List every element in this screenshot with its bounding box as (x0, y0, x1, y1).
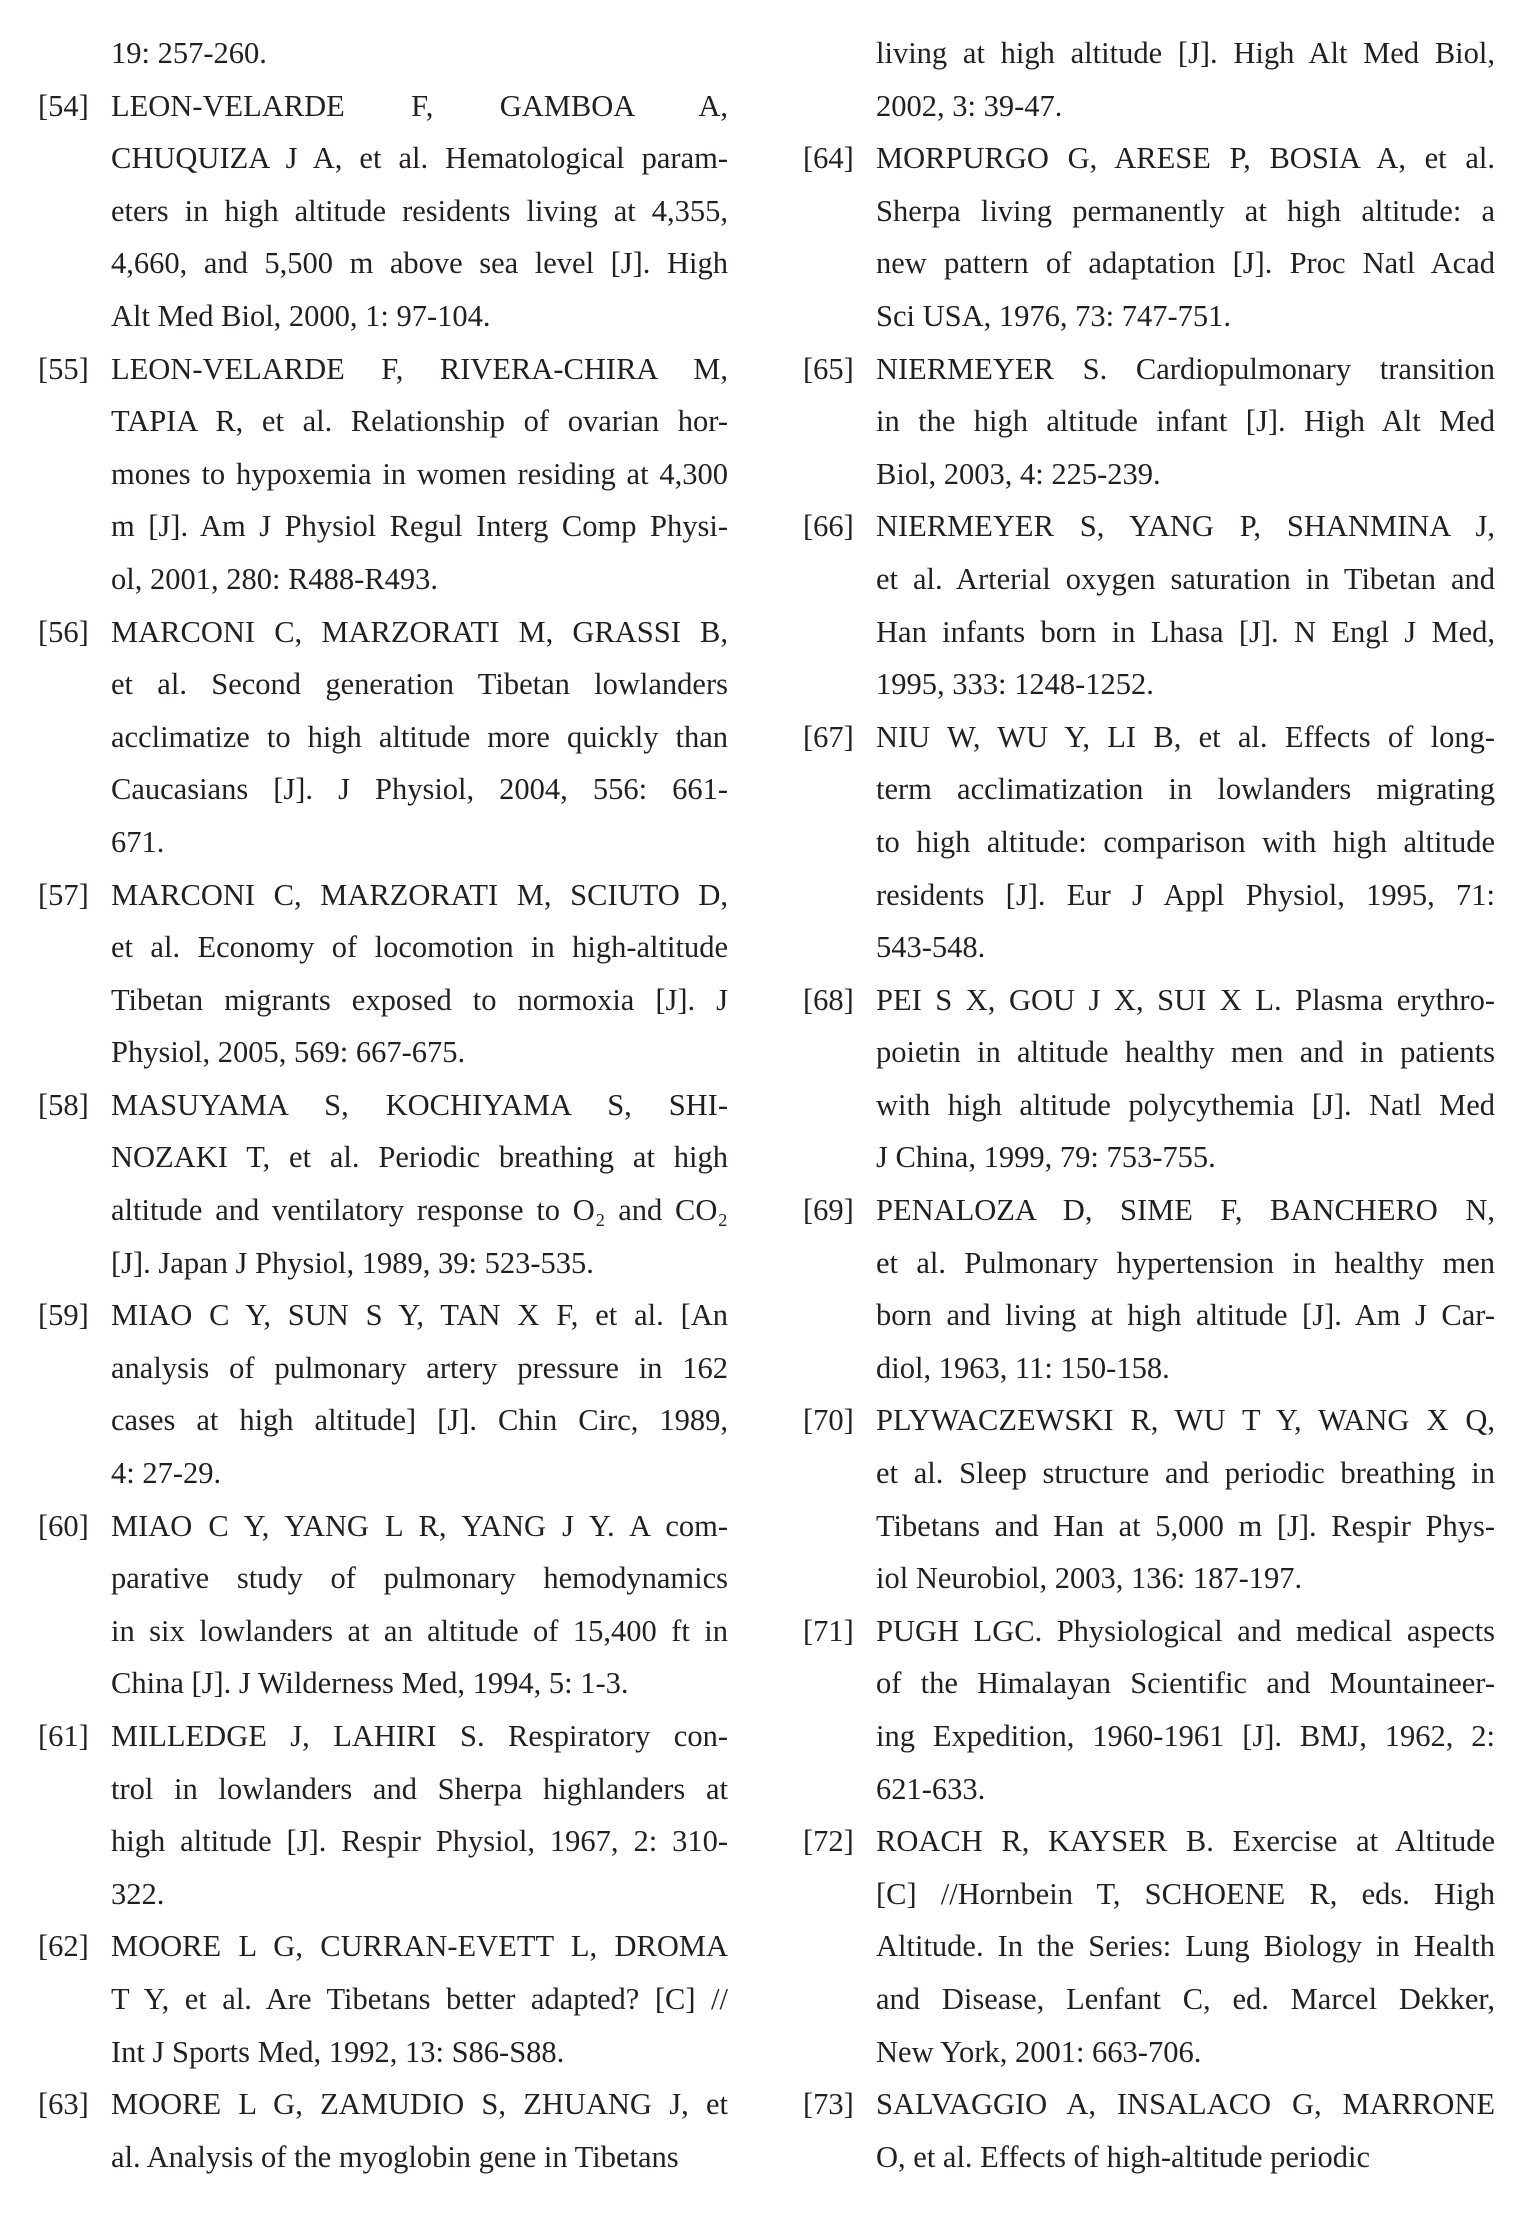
reference-text: MIAO C Y, YANG L R, YANG J Y. A com- (111, 1508, 728, 1543)
reference-number: [73] (803, 2087, 854, 2122)
reference-line (38, 816, 728, 869)
reference-line (803, 1973, 1495, 2026)
reference-number: [63] (38, 2087, 89, 2122)
reference-line (803, 1184, 1495, 1237)
reference-text: 621-633. (876, 1771, 986, 1806)
reference-text: living at high altitude [J]. High Alt Med Biol, (876, 36, 1495, 70)
reference-number: [65] (803, 351, 854, 386)
reference-entry (38, 1500, 728, 1710)
reference-text: PEI S X, GOU J X, SUI X L. Plasma erythro- (876, 982, 1495, 1017)
reference-line (803, 80, 1495, 133)
reference-text: TAPIA R, et al. Relationship of ovarian hor- (111, 404, 728, 439)
reference-text: MORPURGO G, ARESE P, BOSIA A, et al. (876, 141, 1495, 176)
reference-entry (803, 1184, 1495, 1394)
reference-text: PENALOZA D, SIME F, BANCHERO N, (876, 1193, 1495, 1228)
reference-line (38, 1131, 728, 1184)
reference-number: [56] (38, 614, 89, 649)
reference-line (38, 1657, 728, 1710)
reference-entry (38, 343, 728, 606)
reference-line (38, 290, 728, 343)
reference-line (803, 1552, 1495, 1605)
reference-line (803, 553, 1495, 606)
reference-line (803, 27, 1495, 80)
reference-text: eters in high altitude residents living at 4,355, (111, 193, 728, 228)
reference-line (803, 237, 1495, 290)
reference-text: Tibetans and Han at 5,000 m [J]. Respir Phys- (876, 1508, 1495, 1543)
reference-text: NIU W, WU Y, LI B, et al. Effects of long- (876, 719, 1495, 754)
reference-text: [J]. Japan J Physiol, 1989, 39: 523-535. (111, 1245, 594, 1280)
reference-line (38, 1289, 728, 1342)
reference-text: 4: 27-29. (111, 1456, 222, 1491)
reference-text: NIERMEYER S, YANG P, SHANMINA J, (876, 509, 1495, 544)
reference-text: PLYWACZEWSKI R, WU T Y, WANG X Q, (876, 1403, 1495, 1438)
reference-entry (38, 1289, 728, 1499)
reference-text: high altitude [J]. Respir Physiol, 1967, 2: 310- (111, 1824, 728, 1859)
reference-text: MARCONI C, MARZORATI M, GRASSI B, (111, 614, 728, 649)
reference-line (38, 1184, 728, 1237)
reference-line (803, 1079, 1495, 1132)
reference-text: Alt Med Biol, 2000, 1: 97-104. (111, 298, 491, 333)
reference-entry (803, 27, 1495, 132)
right-column (803, 27, 1495, 2183)
reference-text: 322. (111, 1876, 165, 1911)
reference-text: [C] //Hornbein T, SCHOENE R, eds. High (876, 1876, 1495, 1911)
reference-line (803, 1868, 1495, 1921)
reference-text: cases at high altitude] [J]. Chin Circ, 1989, (111, 1403, 728, 1438)
reference-number: [71] (803, 1613, 854, 1648)
reference-line (38, 343, 728, 396)
reference-text: LEON-VELARDE F, RIVERA-CHIRA M, (111, 351, 728, 386)
reference-entry (803, 974, 1495, 1184)
reference-line (803, 1763, 1495, 1816)
reference-line (803, 500, 1495, 553)
reference-line (38, 1237, 728, 1290)
reference-line (38, 1342, 728, 1395)
reference-text: born and living at high altitude [J]. Am J Car- (876, 1298, 1495, 1333)
reference-entry (803, 1394, 1495, 1604)
reference-text: ROACH R, KAYSER B. Exercise at Altitude (876, 1824, 1495, 1859)
reference-text: analysis of pulmonary artery pressure in 162 (111, 1350, 728, 1385)
reference-text: residents [J]. Eur J Appl Physiol, 1995, 71: (876, 877, 1495, 912)
reference-text: parative study of pulmonary hemodynamics (111, 1561, 728, 1596)
reference-line (38, 2026, 728, 2079)
reference-text: J China, 1999, 79: 753-755. (876, 1140, 1216, 1175)
reference-line (38, 2078, 728, 2131)
reference-line (803, 921, 1495, 974)
reference-text: 543-548. (876, 930, 986, 965)
reference-line (38, 921, 728, 974)
reference-line (803, 185, 1495, 238)
reference-text: 19: 257-260. (111, 36, 267, 70)
reference-line (38, 80, 728, 133)
reference-number: [70] (803, 1403, 854, 1438)
reference-text: T Y, et al. Are Tibetans better adapted? [C] // (111, 1981, 728, 2016)
reference-entry (38, 1920, 728, 2078)
reference-text: iol Neurobiol, 2003, 136: 187-197. (876, 1561, 1303, 1596)
reference-text: Han infants born in Lhasa [J]. N Engl J Med, (876, 614, 1495, 649)
reference-line (803, 711, 1495, 764)
reference-number: [60] (38, 1508, 89, 1543)
reference-line (803, 974, 1495, 1027)
reference-text: CHUQUIZA J A, et al. Hematological param- (111, 141, 728, 176)
reference-number: [59] (38, 1298, 89, 1333)
reference-line (803, 816, 1495, 869)
reference-text: et al. Sleep structure and periodic breathing in (876, 1456, 1495, 1491)
reference-text: Biol, 2003, 4: 225-239. (876, 456, 1161, 491)
reference-entry (38, 1710, 728, 1920)
reference-text: in the high altitude infant [J]. High Alt Med (876, 404, 1495, 439)
reference-line (803, 2026, 1495, 2079)
reference-number: [62] (38, 1929, 89, 1964)
reference-text: to high altitude: comparison with high altitude (876, 824, 1495, 859)
reference-line (803, 343, 1495, 396)
reference-text: al. Analysis of the myoglobin gene in Tibetans (111, 2139, 679, 2174)
reference-number: [69] (803, 1193, 854, 1228)
reference-text: Sci USA, 1976, 73: 747-751. (876, 298, 1231, 333)
reference-text: et al. Economy of locomotion in high-altitude (111, 930, 728, 965)
reference-text: NOZAKI T, et al. Periodic breathing at high (111, 1140, 728, 1175)
reference-entry (38, 869, 728, 1079)
reference-text: ing Expedition, 1960-1961 [J]. BMJ, 1962, 2: (876, 1719, 1495, 1753)
reference-line (803, 1131, 1495, 1184)
reference-text: mones to hypoxemia in women residing at 4,300 (111, 456, 728, 491)
reference-text: 2002, 3: 39-47. (876, 88, 1063, 123)
reference-line (803, 2078, 1495, 2131)
reference-text: New York, 2001: 663-706. (876, 2034, 1202, 2069)
reference-line (38, 2131, 728, 2184)
reference-entry (38, 1079, 728, 1289)
reference-text: and Disease, Lenfant C, ed. Marcel Dekker, (876, 1981, 1495, 2016)
reference-line (38, 1026, 728, 1079)
reference-text: MARCONI C, MARZORATI M, SCIUTO D, (111, 877, 728, 912)
reference-text: NIERMEYER S. Cardiopulmonary transition (876, 351, 1495, 386)
reference-line (38, 711, 728, 764)
reference-line (38, 448, 728, 501)
reference-line (38, 763, 728, 816)
reference-entry (803, 1605, 1495, 1815)
reference-line (38, 185, 728, 238)
reference-line (38, 237, 728, 290)
reference-line (803, 1657, 1495, 1710)
reference-line (38, 1552, 728, 1605)
reference-line (38, 658, 728, 711)
reference-text: MOORE L G, CURRAN-EVETT L, DROMA (111, 1929, 728, 1964)
reference-line (803, 763, 1495, 816)
reference-entry (38, 2078, 728, 2183)
reference-text: 1995, 333: 1248-1252. (876, 667, 1154, 702)
reference-text: diol, 1963, 11: 150-158. (876, 1350, 1170, 1385)
reference-entry (803, 2078, 1495, 2183)
reference-text: 4,660, and 5,500 m above sea level [J]. High (111, 246, 728, 281)
reference-line (803, 448, 1495, 501)
reference-number: [68] (803, 982, 854, 1017)
reference-text: with high altitude polycythemia [J]. Natl Med (876, 1087, 1495, 1122)
reference-text: Tibetan migrants exposed to normoxia [J]. J (111, 982, 728, 1017)
reference-entry (803, 500, 1495, 710)
reference-line (38, 1973, 728, 2026)
reference-line (38, 132, 728, 185)
reference-number: [54] (38, 88, 89, 123)
reference-line (803, 132, 1495, 185)
reference-line (38, 974, 728, 1027)
reference-text: SALVAGGIO A, INSALACO G, MARRONE (876, 2087, 1495, 2122)
reference-number: [66] (803, 509, 854, 544)
reference-line (38, 500, 728, 553)
reference-text: LEON-VELARDE F, GAMBOA A, (111, 88, 728, 123)
reference-line (803, 1026, 1495, 1079)
reference-text: Int J Sports Med, 1992, 13: S86-S88. (111, 2034, 565, 2069)
reference-line (38, 606, 728, 659)
reference-text: Caucasians [J]. J Physiol, 2004, 556: 661- (111, 772, 728, 807)
reference-entry (38, 606, 728, 869)
reference-text: term acclimatization in lowlanders migrating (876, 772, 1495, 807)
reference-line (803, 1237, 1495, 1290)
reference-number: [58] (38, 1087, 89, 1122)
reference-text: poietin in altitude healthy men and in patients (876, 1035, 1495, 1070)
reference-line (803, 1289, 1495, 1342)
reference-line (38, 1815, 728, 1868)
reference-entry (803, 711, 1495, 974)
reference-line (803, 1394, 1495, 1447)
reference-line (803, 1710, 1495, 1763)
reference-number: [61] (38, 1719, 89, 1753)
reference-text: PUGH LGC. Physiological and medical aspects (876, 1613, 1495, 1648)
reference-line (803, 1342, 1495, 1395)
reference-text: m [J]. Am J Physiol Regul Interg Comp Physi- (111, 509, 728, 544)
reference-line (803, 658, 1495, 711)
reference-text: Physiol, 2005, 569: 667-675. (111, 1035, 466, 1070)
reference-entry (803, 343, 1495, 501)
reference-line (38, 27, 728, 80)
reference-number: [57] (38, 877, 89, 912)
reference-line (803, 1920, 1495, 1973)
reference-text: altitude and ventilatory response to O₂ and CO₂ (111, 1193, 728, 1228)
reference-line (803, 290, 1495, 343)
reference-text: Altitude. In the Series: Lung Biology in Health (876, 1929, 1495, 1964)
reference-line (803, 395, 1495, 448)
reference-line (38, 1710, 728, 1763)
reference-text: MASUYAMA S, KOCHIYAMA S, SHI- (111, 1087, 728, 1122)
reference-line (803, 869, 1495, 922)
reference-number: [67] (803, 719, 854, 754)
reference-line (803, 1815, 1495, 1868)
reference-text: China [J]. J Wilderness Med, 1994, 5: 1-3. (111, 1666, 629, 1701)
reference-text: O, et al. Effects of high-altitude periodic (876, 2139, 1371, 2174)
reference-text: trol in lowlanders and Sherpa highlanders at (111, 1771, 728, 1806)
reference-line (38, 553, 728, 606)
reference-text: of the Himalayan Scientific and Mountaineer- (876, 1666, 1495, 1701)
reference-entry (803, 1815, 1495, 2078)
reference-text: et al. Pulmonary hypertension in healthy men (876, 1245, 1495, 1280)
reference-text: 671. (111, 824, 165, 859)
reference-text: MIAO C Y, SUN S Y, TAN X F, et al. [An (111, 1298, 728, 1333)
reference-line (38, 1763, 728, 1816)
reference-number: [55] (38, 351, 89, 386)
reference-entry (38, 80, 728, 343)
left-column (38, 27, 728, 2183)
reference-number: [64] (803, 141, 854, 176)
reference-line (38, 1500, 728, 1553)
reference-number: [72] (803, 1824, 854, 1859)
reference-text: new pattern of adaptation [J]. Proc Natl Acad (876, 246, 1495, 281)
reference-line (803, 1605, 1495, 1658)
reference-line (38, 1447, 728, 1500)
reference-text: MOORE L G, ZAMUDIO S, ZHUANG J, et (111, 2087, 728, 2122)
reference-entry (803, 132, 1495, 342)
reference-line (38, 1079, 728, 1132)
reference-line (38, 1394, 728, 1447)
reference-line (38, 1868, 728, 1921)
reference-text: MILLEDGE J, LAHIRI S. Respiratory con- (111, 1719, 728, 1753)
reference-line (803, 1447, 1495, 1500)
reference-line (803, 1500, 1495, 1553)
reference-line (38, 395, 728, 448)
reference-line (38, 1605, 728, 1658)
reference-text: et al. Arterial oxygen saturation in Tibetan and (876, 561, 1495, 596)
reference-text: et al. Second generation Tibetan lowlanders (111, 667, 728, 702)
reference-entry (38, 27, 728, 80)
reference-text: Sherpa living permanently at high altitude: a (876, 193, 1495, 228)
reference-text: in six lowlanders at an altitude of 15,400 ft in (111, 1613, 728, 1648)
reference-line (38, 1920, 728, 1973)
reference-text: acclimatize to high altitude more quickly than (111, 719, 728, 754)
reference-line (803, 606, 1495, 659)
reference-line (803, 2131, 1495, 2184)
reference-text: ol, 2001, 280: R488-R493. (111, 561, 439, 596)
reference-line (38, 869, 728, 922)
